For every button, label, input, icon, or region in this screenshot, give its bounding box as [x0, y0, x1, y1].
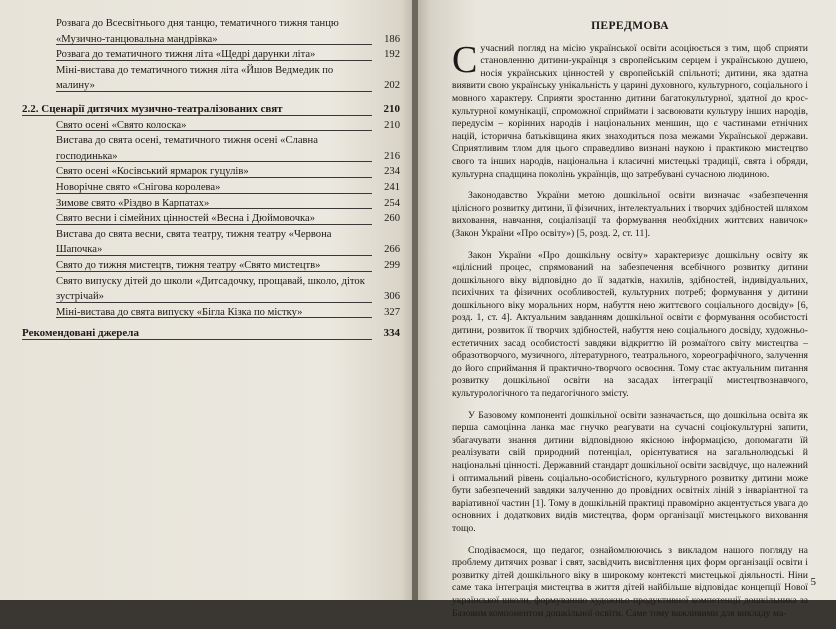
- toc-entry: [22, 211, 400, 227]
- toc-section: [22, 102, 400, 118]
- toc-entry-title: Свято випуску дітей до школи «Дитсадочку, прощавай, школо, діток зустрічай»: [56, 275, 365, 303]
- toc-leader-line: [22, 115, 372, 116]
- toc-leader-line: [56, 255, 372, 256]
- toc-page-number: 202: [384, 80, 400, 92]
- toc-page-number: 210: [384, 119, 400, 131]
- toc-page-number: 254: [384, 197, 400, 209]
- toc-entry-title: Свято до тижня мистецтв, тижня театру «Свято мистецтв»: [56, 259, 321, 271]
- toc-leader-line: [56, 91, 372, 92]
- drop-cap: С: [452, 38, 478, 81]
- toc-entry: [22, 63, 400, 94]
- toc-entry: [22, 227, 400, 258]
- toc-entry-title: 2.2. Сценарії дитячих музично-театралізованих свят: [22, 102, 283, 115]
- toc-entry: [22, 118, 400, 134]
- preface-paragraph-1-text: учасний погляд на місію української освіти асоціюється з тим, щоб сприяти становленню дитини-українця з європейським серцем і українською душею, носія українських цінностей у європейській спільноті; дитини, яка здатна виявити свою українську унікальність у царині духовного, культурного, соціального і мовного характеру. Сприяти зростанню дитини багатокультурної, здатної до крос-культурної комунікації, спроможної сприймати і засвоювати культуру інших народів, передусім – корінних народів і національних меншин, що є частинами етнічних націй, історична батьківщина яких знаходиться поза межами Української держави. Сприятливим тлом для цього справедливо визнані наукою і практикою мистецтво свого та інших народів, національна і класичні мистецькі традиції, свята і обряди, культурна спадщина поколінь українців, що затребувані сучасною людиною.: [452, 42, 808, 180]
- toc-page-number: 210: [383, 102, 400, 115]
- toc-page-number: 299: [384, 259, 400, 271]
- toc-leader-line: [56, 208, 372, 209]
- toc-page-number: 306: [384, 291, 400, 303]
- toc-leader-line: [56, 193, 372, 194]
- toc-entry-title: Міні-вистава до свята випуску «Бігла Кізка по містку»: [56, 306, 303, 318]
- toc-leader-line: [56, 302, 372, 303]
- toc-page-number: 241: [384, 181, 400, 193]
- toc-entry: [22, 258, 400, 274]
- toc-leader-line: [56, 161, 372, 162]
- preface-title: ПЕРЕДМОВА: [591, 20, 669, 32]
- toc-leader-line: [22, 339, 372, 340]
- toc-entry-title: Свято весни і сімейних цінностей «Весна і Дюймовочка»: [56, 213, 316, 225]
- toc-entry-title: Рекомендовані джерела: [22, 327, 139, 340]
- preface-paragraph-4: У Базовому компоненті дошкільної освіти зазначається, що дошкільна освіта як перша самоцінна ланка має гнучко реагувати на сучасні соціокультурні запити, збагачувати знання дитини відповідною якісною інформацією, допомагати їй реалізувати свій природний потенціал, орієнтуватися на загальнолюдські й національні цінності. Державний стандарт дошкільної освіти засвідчує, що належний і оптимальний рівень соціально-особистісного, культурного розвитку дитини може бути забезпечений завдяки залученню до провідних освітніх ліній з інваріантної та варіативної частин [1]. Тому в дошкільній практиці правомірно акцентується увага до основних і додаткових видів мистецтва, форм організації мистецького виховання тощо.: [452, 409, 808, 534]
- toc-entry-title: Розвага до Всесвітнього дня танцю, тематичного тижня танцю «Музично-танцювальна мандрівка»: [56, 18, 339, 45]
- toc-entry-title: Зимове свято «Різдво в Карпатах»: [56, 197, 210, 209]
- toc-leader-line: [56, 317, 372, 318]
- toc-page-number: 334: [383, 327, 400, 340]
- toc-page-number: 327: [384, 306, 400, 318]
- preface: [452, 20, 808, 629]
- right-page: [418, 0, 836, 619]
- toc-entry-title: Новорічне свято «Снігова королева»: [56, 181, 221, 193]
- preface-paragraph-2: Законодавство України метою дошкільної освіти визначає «забезпечення цілісного розвитку дитини, її фізичних, інтелектуальних і творчих здібностей шляхом виховання, навчання, соціалізації та формування необхідних життєвих навичок» (Закон України «Про освіту») [5, розд. 2, ст. 11].: [452, 190, 808, 239]
- toc-page-number: 192: [384, 49, 400, 61]
- preface-paragraph-3: Закон України «Про дошкільну освіту» характеризує дошкільну освіту як «цілісний процес, спрямований на забезпечення всебічного розвитку дитини дошкільного віку відповідно до її задатків, нахилів, здібностей, індивідуальних, психічних та фізичних особливостей, культурних потреб; формування у дитини дошкільного віку моральних норм, набуття нею життєвого соціального досвіду» [6, розд. 1, ст. 4]. Актуальним завданням дошкільної освіти є формування особистості дитини, розвиток її творчих здібностей, набуття нею соціального досвіду, художньо-естетичних засад особистості завдяки відкриттю їй розмаїтого світу мистецтва – образотворчого, музичного, літературного, театрального, хореографічного, залучення до його сприймання й практично-творчого освоєння. Тому стає актуальним питання розвитку дошкільної освіти на засадах інтеграції мистецтвознавчого, культурологічного та педагогічного змісту.: [452, 249, 808, 400]
- table-of-contents: [22, 16, 400, 342]
- toc-leader-line: [56, 130, 372, 131]
- toc-entry-title: Свято осені «Свято колоска»: [56, 119, 187, 131]
- toc-entry-title: Розвага до тематичного тижня літа «Щедрі дарунки літа»: [56, 49, 316, 61]
- toc-leader-line: [56, 44, 372, 45]
- toc-entry-title: Свято осені «Косівський ярмарок гуцулів»: [56, 166, 249, 178]
- toc-entry: [22, 180, 400, 196]
- toc-leader-line: [56, 60, 372, 61]
- toc-entry: [22, 196, 400, 212]
- toc-entry: [22, 164, 400, 180]
- toc-entry-title: Вистава до свята весни, свята театру, тижня театру «Червона Шапочка»: [56, 228, 332, 256]
- toc-entry-title: Вистава до свята осені, тематичного тижня осені «Славна господинька»: [56, 135, 318, 162]
- toc-page-number: 186: [384, 33, 400, 45]
- toc-entry: [22, 274, 400, 305]
- page-number: 5: [810, 576, 816, 588]
- toc-page-number: 260: [384, 213, 400, 225]
- toc-page-number: 266: [384, 244, 400, 256]
- preface-paragraph-5: Сподіваємося, що педагог, ознайомлюючись з викладом нашого погляду на проблему дитячих розваг і свят, засвідчить висвітлення цих форм організації освіти і розвитку дітей дошкільного віку в широкому контексті мистецької діяльності. Ніни саме така інтеграція мистецтва в життя дітей найбільше відповідає концепції Нової української школи, формуванню художньо-продуктивної компетенції дошкільника за Базовим компонентом дошкільної освіти. Саме тому важливими для викладу ма-: [452, 544, 808, 619]
- toc-entry-title: Міні-вистава до тематичного тижня літа «Йшов Ведмедик по малину»: [56, 64, 334, 92]
- toc-entry: [22, 133, 400, 164]
- toc-leader-line: [56, 224, 372, 225]
- left-page: [0, 0, 414, 600]
- preface-paragraph-1: [452, 38, 808, 182]
- toc-entry: [22, 16, 400, 47]
- toc-section: [22, 326, 400, 342]
- toc-leader-line: [56, 177, 372, 178]
- toc-page-number: 216: [384, 150, 400, 162]
- toc-page-number: 234: [384, 166, 400, 178]
- toc-entry: [22, 47, 400, 63]
- toc-leader-line: [56, 271, 372, 272]
- toc-entry: [22, 305, 400, 321]
